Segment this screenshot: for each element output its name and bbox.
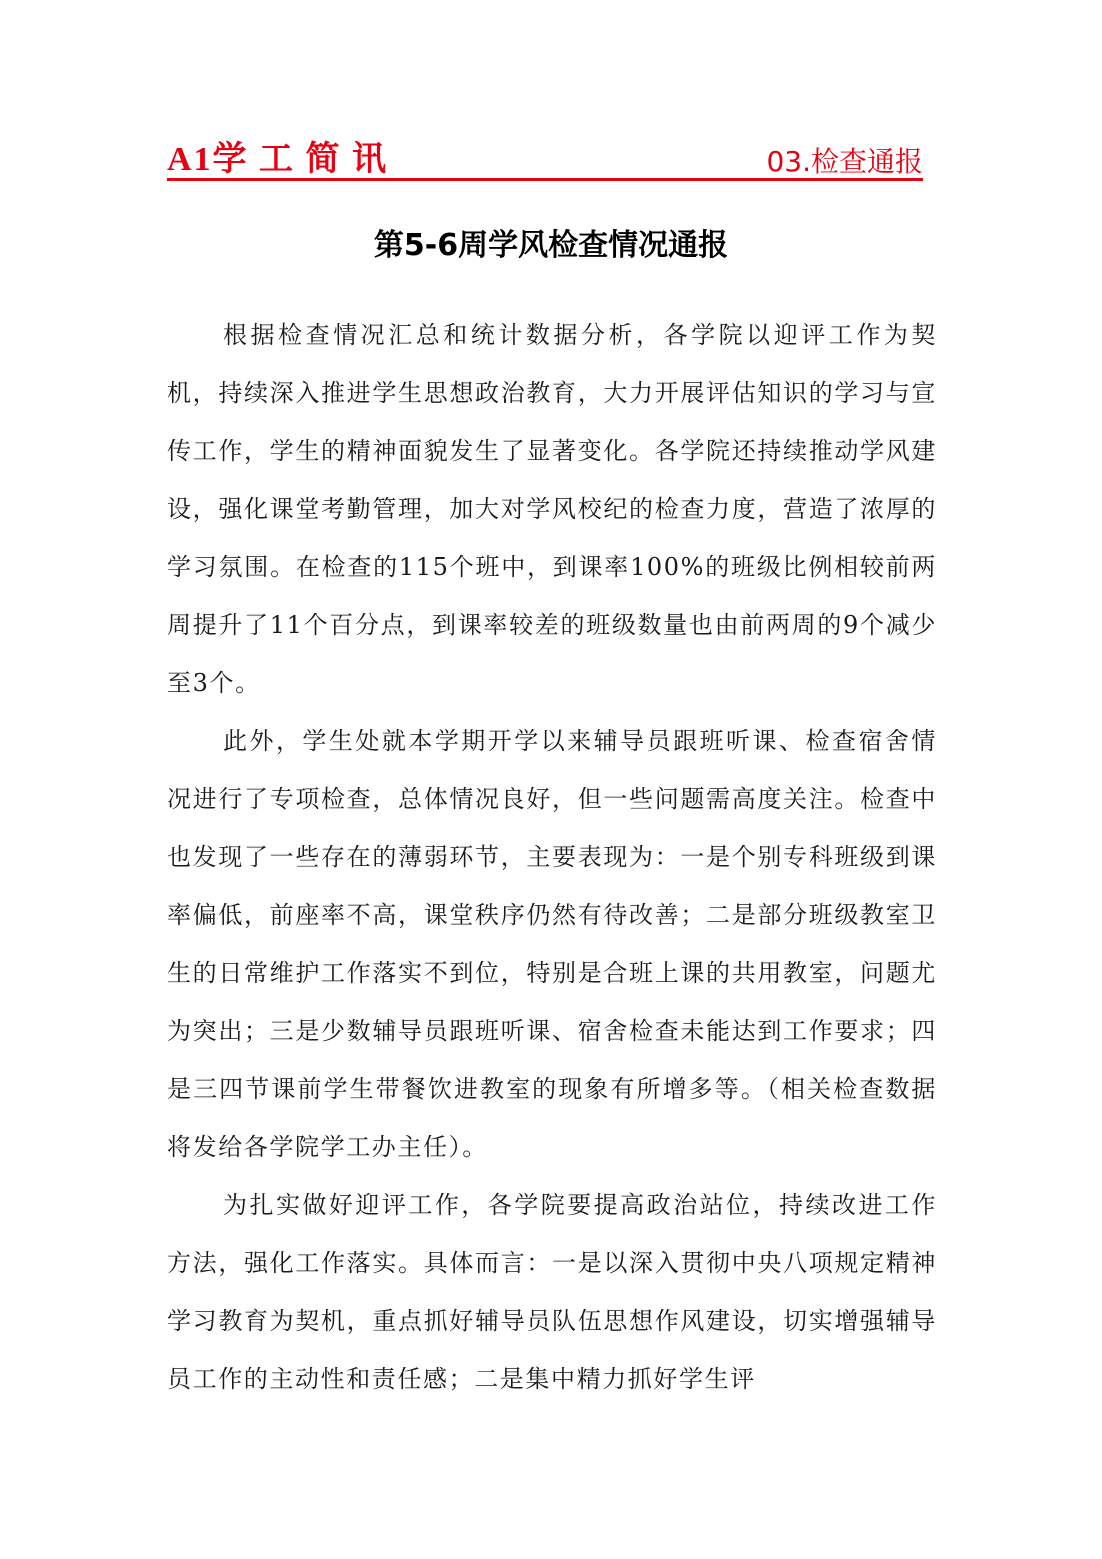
masthead: [167, 138, 923, 184]
section-label: 03.检查通报: [766, 145, 923, 178]
page-title: 第5-6周学风检查情况通报: [373, 228, 729, 263]
body-text: [167, 306, 937, 1408]
paragraph-1: 根据检查情况汇总和统计数据分析，各学院以迎评工作为契机，持续深入推进学生思想政治教育，大力开展评估知识的学习与宣传工作，学生的精神面貌发生了显著变化。各学院还持续推动学风建设，强化课堂考勤管理，加大对学风校纪的检查力度，营造了浓厚的学习氛围。在检查的115个班中，到课率100%的班级比例相较前两周提升了11个百分点，到课率较差的班级数量也由前两周的9个减少至3个。: [167, 321, 937, 697]
newsletter-name: A1学 工 简 讯: [167, 141, 389, 178]
paragraph-3: 为扎实做好迎评工作，各学院要提高政治站位，持续改进工作方法，强化工作落实。具体而言：一是以深入贯彻中央八项规定精神学习教育为契机，重点抓好辅导员队伍思想作风建设，切实增强辅导员工作的主动性和责任感；二是集中精力抓好学生评: [167, 1191, 937, 1393]
paragraph-2: 此外，学生处就本学期开学以来辅导员跟班听课、检查宿舍情况进行了专项检查，总体情况良好，但一些问题需高度关注。检查中也发现了一些存在的薄弱环节，主要表现为：一是个别专科班级到课率偏低，前座率不高，课堂秩序仍然有待改善；二是部分班级教室卫生的日常维护工作落实不到位，特别是合班上课的共用教室，问题尤为突出；三是少数辅导员跟班听课、宿舍检查未能达到工作要求；四是三四节课前学生带餐饮进教室的现象有所增多等。（相关检查数据将发给各学院学工办主任）。: [167, 727, 937, 1161]
masthead-rule: [167, 178, 923, 181]
